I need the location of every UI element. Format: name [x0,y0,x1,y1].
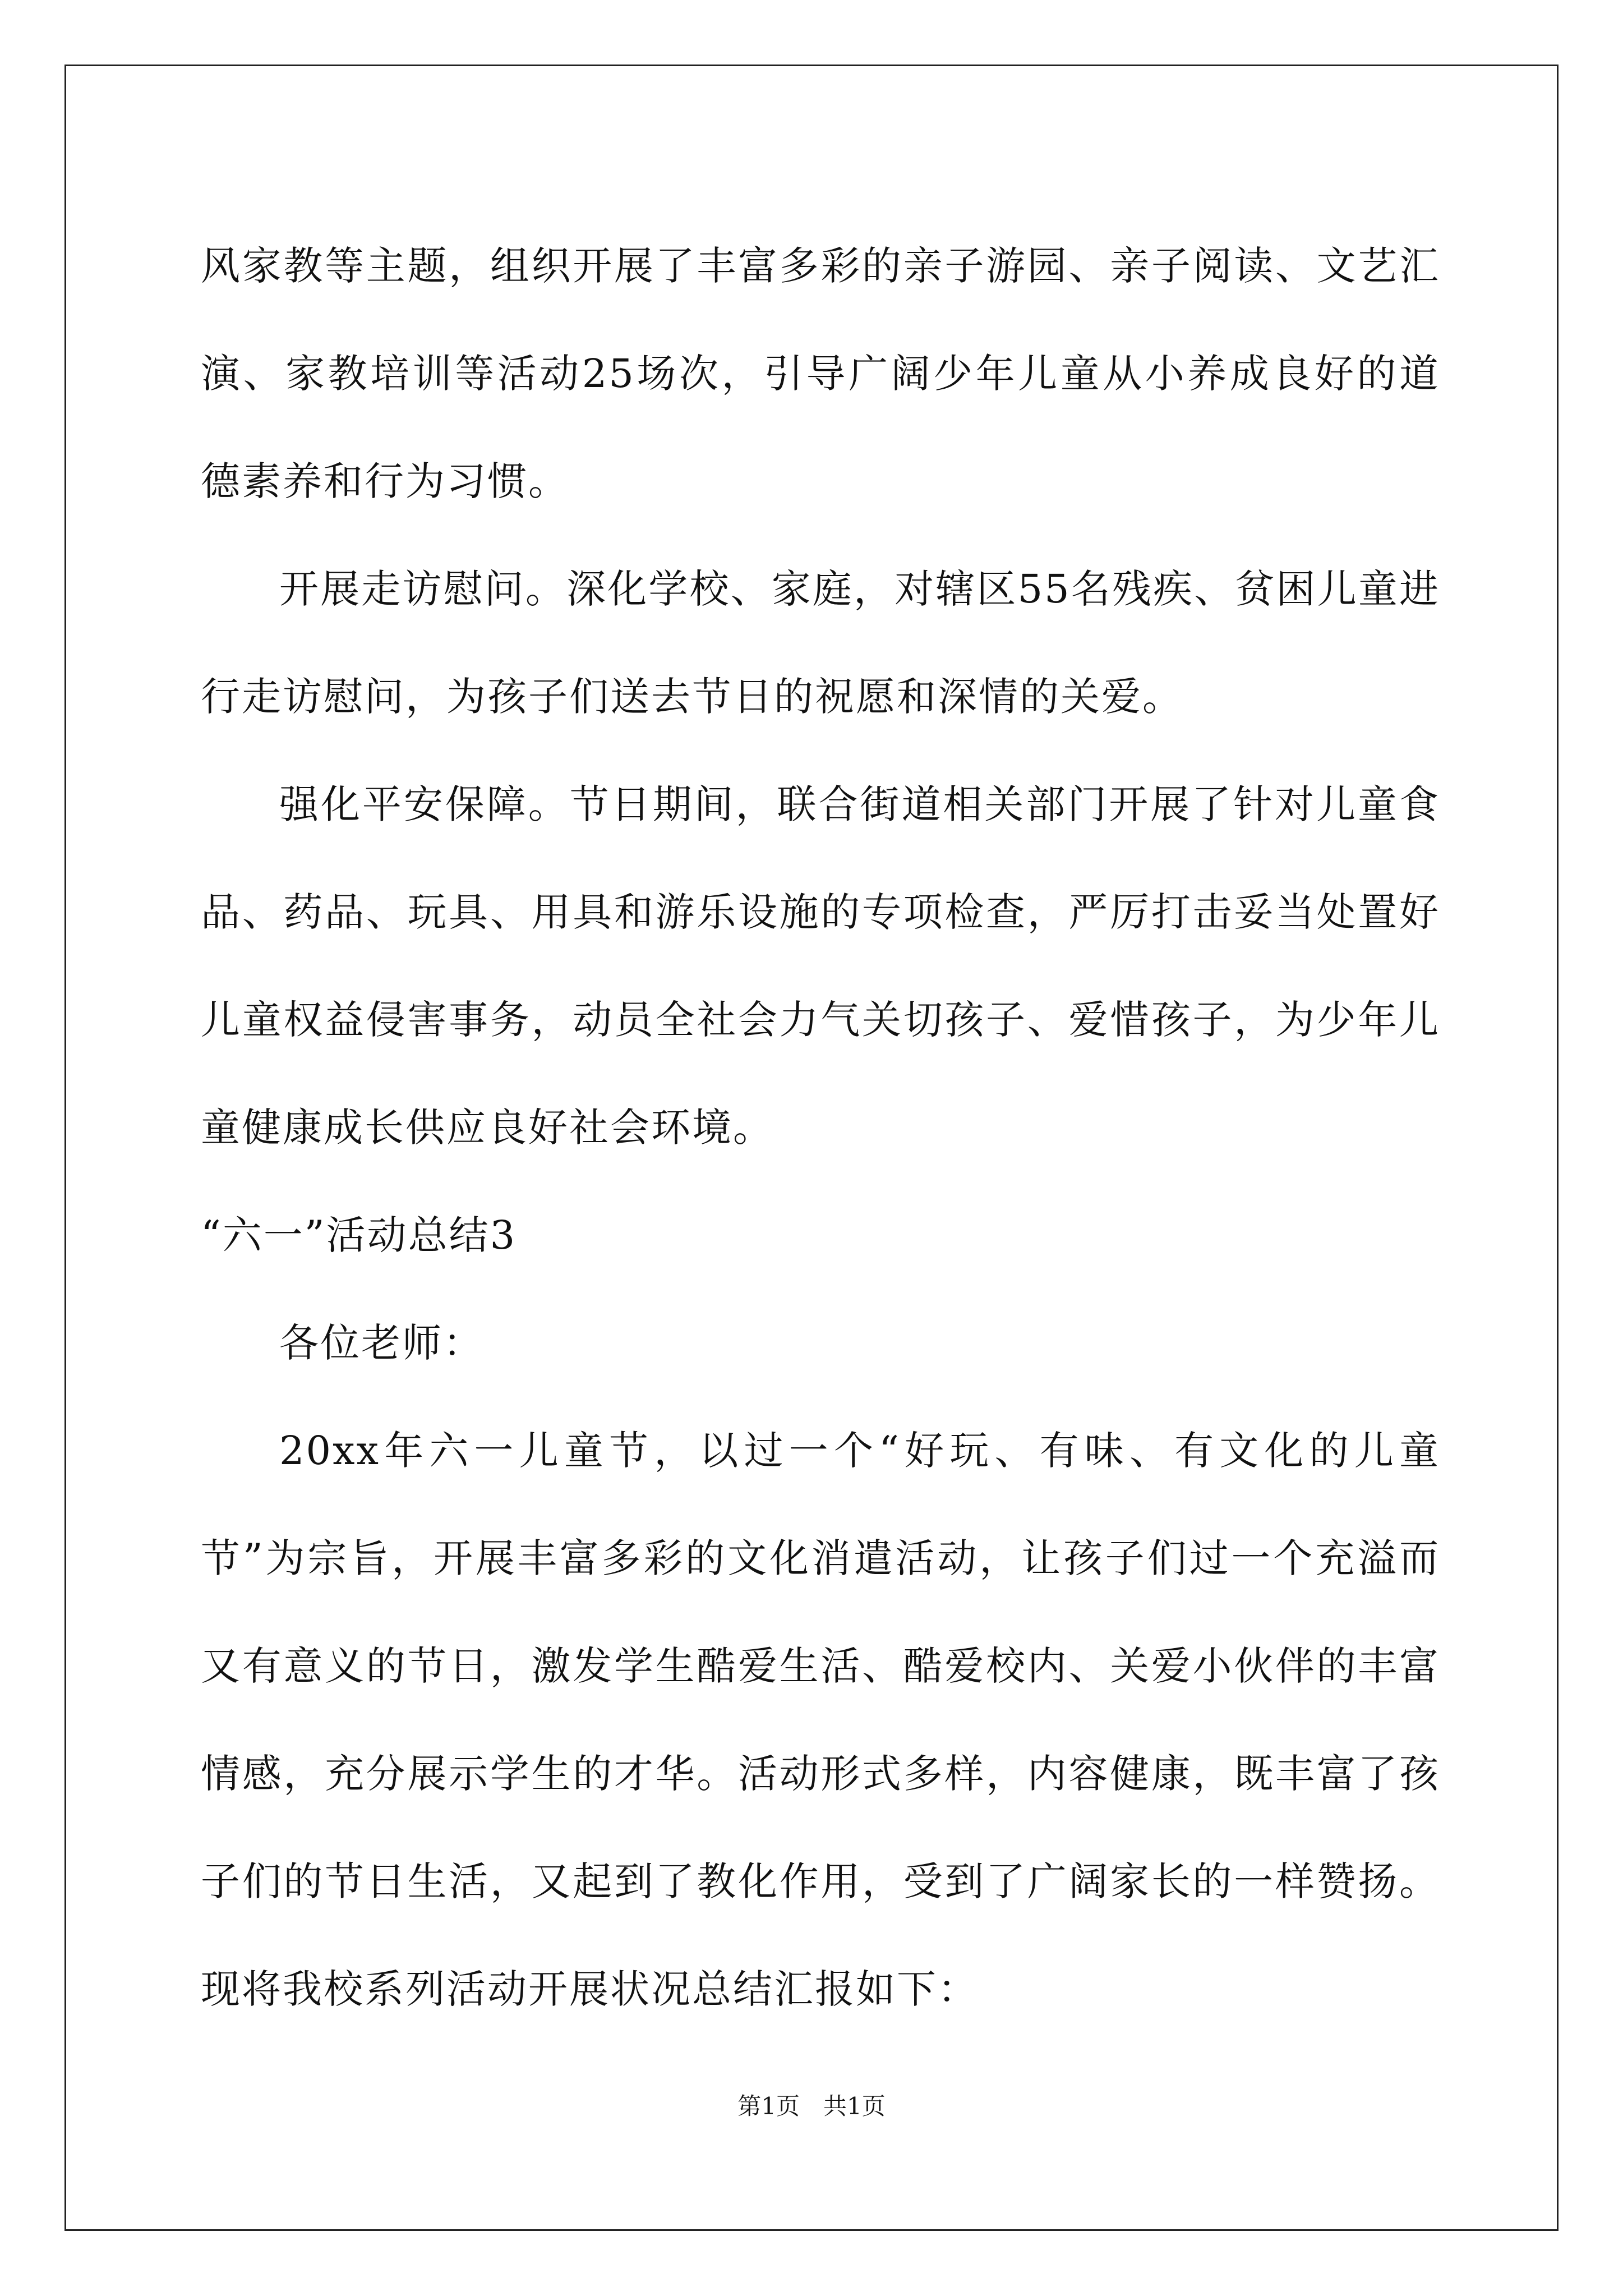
page-footer: 第1页 共1页 [737,2092,886,2120]
section-heading: “六一”活动总结3 [201,1212,517,1258]
paragraph-safety: 强化平安保障。节日期间，联合街道相关部门开展了针对儿童食品、药品、玩具、用具和游乐设施的专项检查，严厉打击妥当处置好儿童权益侵害事务，动员全社会力气关切孩子、爱惜孩子，为少年儿童健康成长供应良好社会环境。 [201,781,1440,1151]
document-body [201,212,1440,2043]
paragraph-continuation: 风家教等主题，组织开展了丰富多彩的亲子游园、亲子阅读、文艺汇演、家教培训等活动25场次，引导广阔少年儿童从小养成良好的道德素养和行为习惯。 [201,243,1440,504]
paragraph-visit: 开展走访慰问。深化学校、家庭，对辖区55名残疾、贫困儿童进行走访慰问，为孩子们送去节日的祝愿和深情的关爱。 [201,566,1440,720]
salutation: 各位老师： [279,1320,484,1366]
paragraph-summary: 20xx年六一儿童节，以过一个“好玩、有味、有文化的儿童节”为宗旨，开展丰富多彩的文化消遣活动，让孩子们过一个充溢而又有意义的节日，激发学生酷爱生活、酷爱校内、关爱小伙伴的丰富情感，充分展示学生的才华。活动形式多样，内容健康，既丰富了孩子们的节日生活，又起到了教化作用，受到了广阔家长的一样赞扬。现将我校系列活动开展状况总结汇报如下： [201,1428,1440,2012]
